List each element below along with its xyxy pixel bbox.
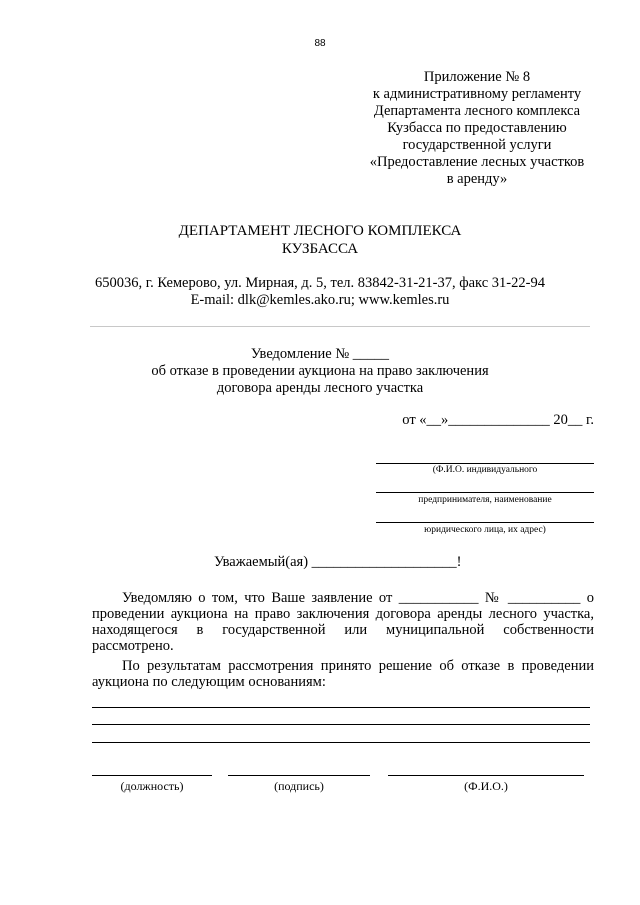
name-label: (Ф.И.О.) <box>464 779 508 793</box>
recipient-line <box>376 463 594 464</box>
date-field: от «__»______________ 20__ г. <box>402 412 594 428</box>
reason-line <box>92 742 590 743</box>
header-divider <box>90 326 590 327</box>
notice-title <box>0 346 640 397</box>
reason-line <box>92 724 590 725</box>
recipient-label: предпринимателя, наименование <box>418 495 552 505</box>
notice-number: Уведомление № _____ <box>250 346 390 362</box>
greeting: Уважаемый(ая) ____________________! <box>214 554 462 570</box>
notice-subject: об отказе в проведении аукциона на право заключения <box>151 363 489 379</box>
appendix-line: государственной услуги <box>402 137 552 153</box>
page-number: 88 <box>314 38 326 49</box>
position-label: (должность) <box>120 779 184 793</box>
position-line <box>92 775 212 776</box>
appendix-line: в аренду» <box>446 171 508 187</box>
appendix-line: «Предоставление лесных участков <box>369 154 585 170</box>
recipient-label: (Ф.И.О. индивидуального <box>432 465 538 475</box>
notice-subject: договора аренды лесного участка <box>216 380 424 396</box>
appendix-line: к административному регламенту <box>372 86 582 102</box>
appendix-line: Приложение № 8 <box>423 69 531 85</box>
recipient-line <box>376 492 594 493</box>
appendix-line: Кузбасса по предоставлению <box>387 120 567 136</box>
department-address <box>0 275 640 308</box>
decision-paragraph: По результатам рассмотрения принято решение об отказе в проведении аукциона по следующим основаниям: <box>92 658 594 690</box>
department-title <box>0 222 640 258</box>
address-line: 650036, г. Кемерово, ул. Мирная, д. 5, тел. 83842-31-21-37, факс 31-22-94 <box>95 275 545 291</box>
department-line: ДЕПАРТАМЕНТ ЛЕСНОГО КОМПЛЕКСА <box>178 223 462 239</box>
recipient-line <box>376 522 594 523</box>
contact-line: E-mail: dlk@kemles.ako.ru; www.kemles.ru <box>190 291 450 308</box>
recipient-label: юридического лица, их адрес) <box>424 525 546 535</box>
reason-line <box>92 707 590 708</box>
appendix-line: Департамента лесного комплекса <box>373 103 581 119</box>
department-line: КУЗБАССА <box>281 241 359 257</box>
signature-label: (подпись) <box>274 779 324 793</box>
name-line <box>388 775 584 776</box>
notice-paragraph: Уведомляю о том, что Ваше заявление от ___________ № __________ о проведении аукциона на право заключения договора аренды лесного участка, находящегося в государственной или муниципальной собственности рассмотрено. <box>92 590 594 654</box>
appendix-header <box>352 69 602 188</box>
signature-line <box>228 775 370 776</box>
